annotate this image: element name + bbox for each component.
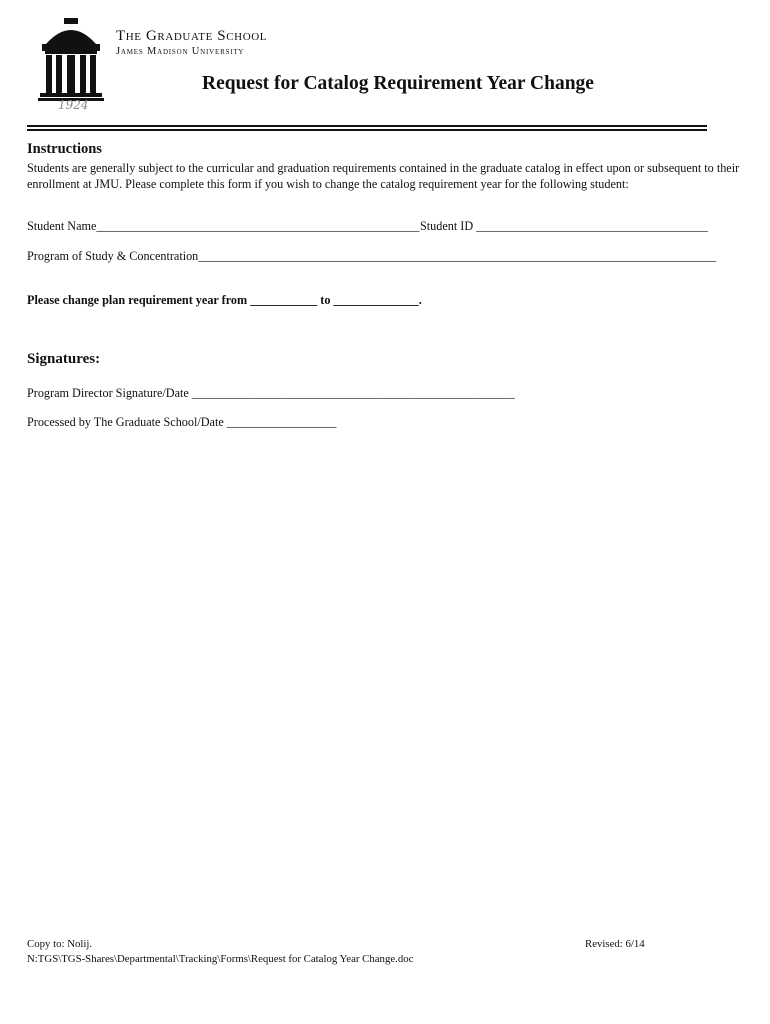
instructions-text: Students are generally subject to the curricular and graduation requirements contained in the graduate catalog in effect upon or subsequent to their enrollment at JMU. Please complete this form if you wish to change the catalog requirement year for the following student: bbox=[27, 161, 740, 191]
page-title: Request for Catalog Requirement Year Change bbox=[202, 73, 594, 94]
title-divider-secondary bbox=[27, 129, 707, 131]
student-id-field[interactable]: Student ID ______________________________________ bbox=[420, 219, 708, 233]
instructions-heading: Instructions bbox=[27, 141, 102, 157]
processed-by-field[interactable]: Processed by The Graduate School/Date __________________ bbox=[27, 415, 337, 429]
director-signature-field[interactable]: Program Director Signature/Date _____________________________________________________ bbox=[27, 386, 515, 400]
plan-year-change-field[interactable]: Please change plan requirement year from ___________ to ______________. bbox=[27, 293, 422, 307]
footer-revised-date: Revised: 6/14 bbox=[585, 938, 645, 950]
graduate-school-logo bbox=[36, 18, 106, 112]
student-name-field[interactable]: Student Name_____________________________________________________ bbox=[27, 219, 420, 233]
footer-file-path: N:TGS\TGS-Shares\Departmental\Tracking\Forms\Request for Catalog Year Change.doc bbox=[27, 953, 414, 965]
school-name: The Graduate School bbox=[116, 28, 268, 44]
signatures-heading: Signatures: bbox=[27, 351, 101, 367]
title-divider bbox=[27, 125, 707, 127]
university-name: James Madison University bbox=[116, 46, 245, 57]
footer-copy-to: Copy to: Nolij. bbox=[27, 938, 93, 950]
logo-year: 1924 bbox=[58, 98, 89, 112]
program-of-study-field[interactable]: Program of Study & Concentration_____________________________________________________________________________________ bbox=[27, 249, 717, 263]
